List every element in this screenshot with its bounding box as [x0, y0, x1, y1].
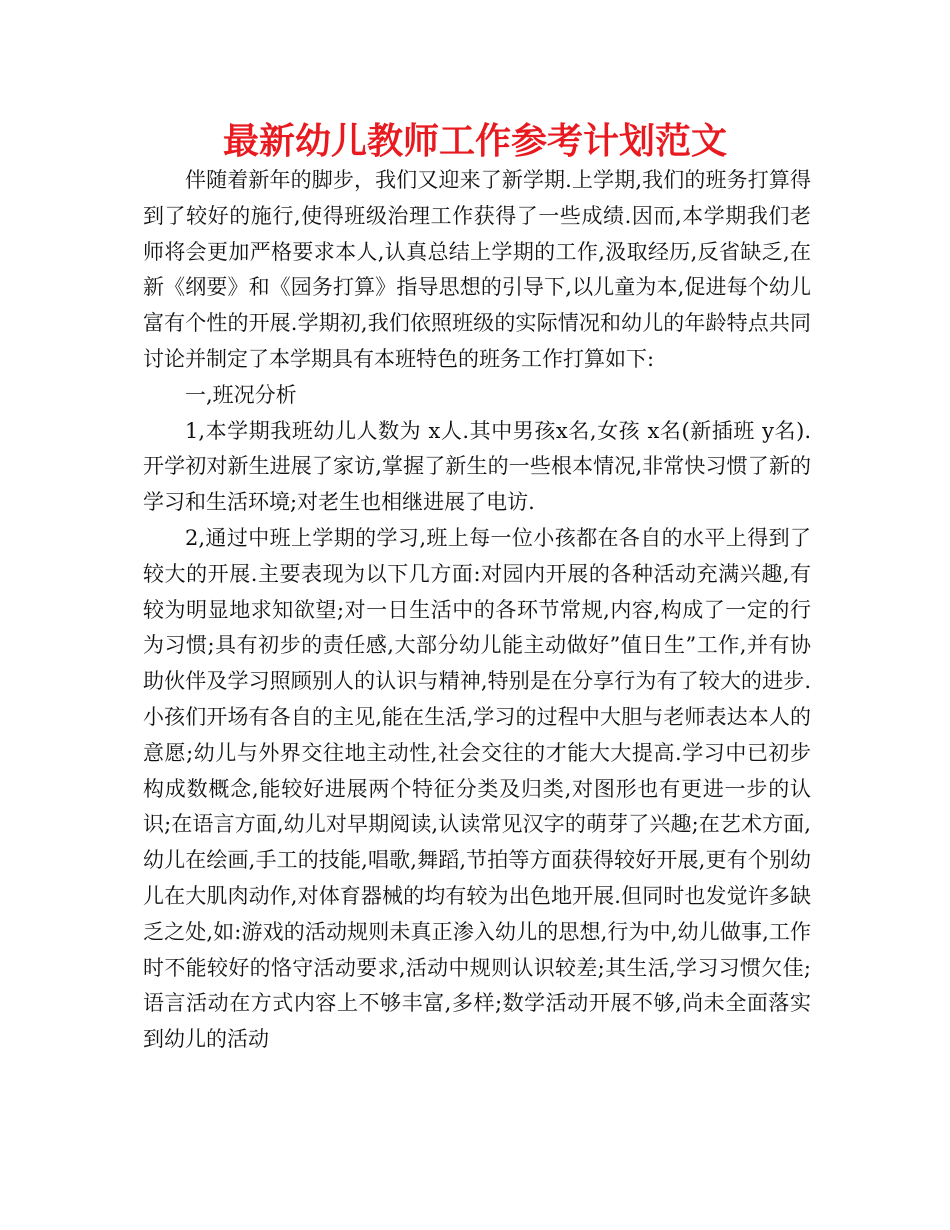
section-heading: 一,班况分析	[185, 382, 297, 407]
paragraph-item-2: 2,通过中班上学期的学习,班上每一位小孩都在各自的水平上得到了较大的开展.主要表现为以下几方面:对园内开展的各种活动充满兴趣,有较为明显地求知欲望;对一日生活中的各环节常规,内容,构成了一定的行为习惯;具有初步的责任感,大部分幼儿能主动做好”值日生”工作,并有协助伙伴及学习照顾别人的认识与精神,特别是在分享行为有了较大的进步.小孩们开场有各自的主见,能在生活,学习的过程中大胆与老师表达本人的意愿;幼儿与外界交往地主动性,社会交往的才能大大提高.学习中已初步构成数概念,能较好进展两个特征分类及归类,对图形也有更进一步的认识;在语言方面,幼儿对早期阅读,认读常见汉字的萌芽了兴趣;在艺术方面,幼儿在绘画,手工的技能,唱歌,舞蹈,节拍等方面获得较好开展,更有个别幼儿在大肌肉动作,对体育器械的均有较为出色地开展.但同时也发觉许多缺乏之处,如:游戏的活动规则未真正渗入幼儿的思想,行为中,幼儿做事,工作时不能较好的恪守活动要求,活动中规则认识较差;其生活,学习习惯欠佳;语言活动在方式内容上不够丰富,多样;数学活动开展不够,尚未全面落实到幼儿的活动	[143, 525, 811, 1052]
document-title: 最新幼儿教师工作参考计划范文	[222, 121, 727, 162]
document-body	[143, 163, 811, 1058]
intro-paragraph: 伴随着新年的脚步，我们又迎来了新学期.上学期,我们的班务打算得到了较好的施行,使得班级治理工作获得了一些成绩.因而,本学期我们老师将会更加严格要求本人,认真总结上学期的工作,汲取经历,反省缺乏,在新《纲要》和《园务打算》指导思想的引导下,以儿童为本,促进每个幼儿富有个性的开展.学期初,我们依照班级的实际情况和幼儿的年龄特点共同讨论并制定了本学期具有本班特色的班务工作打算如下:	[143, 168, 811, 371]
paragraph-item-1: 1,本学期我班幼儿人数为 x人.其中男孩x名,女孩 x名(新插班 y名).开学初对新生进展了家访,掌握了新生的一些根本情况,非常快习惯了新的学习和生活环境;对老生也相继进展了电访.	[143, 418, 811, 515]
